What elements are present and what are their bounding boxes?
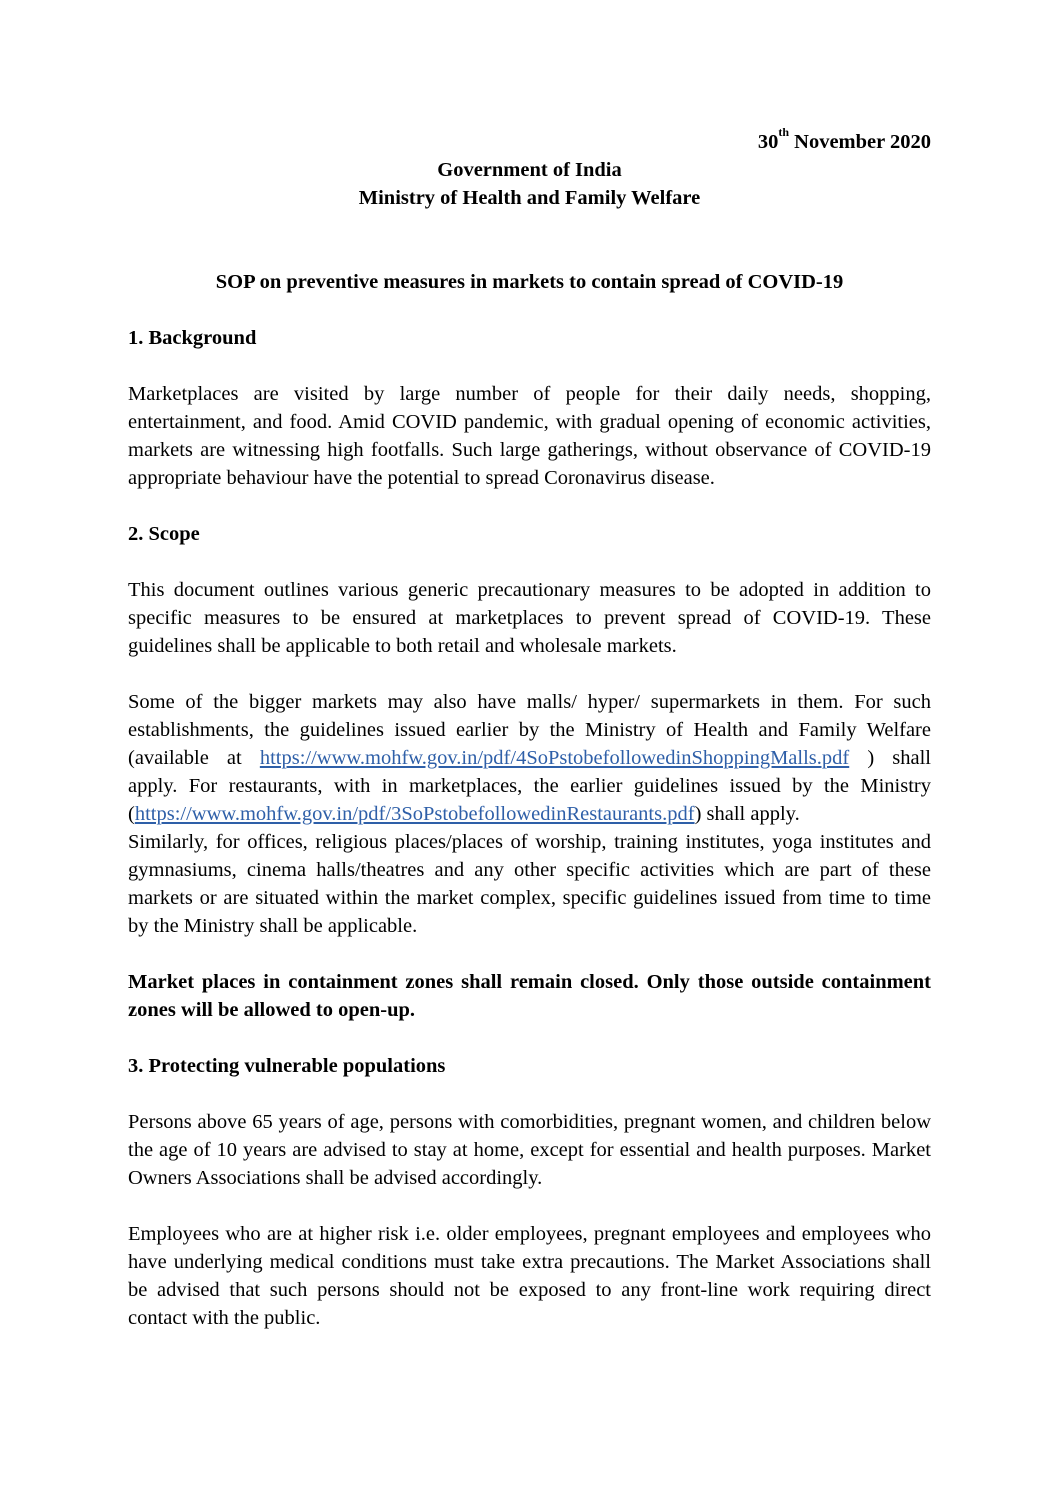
scope-paragraph-2-text-a: Some of the bigger markets may also have malls/ hyper/ supermarkets in them. For such establishments, the guidelines issued earlier by the Ministry of Health and Family Welfare (available at: [128, 691, 931, 769]
scope-paragraph-2-text-c: ) shall apply.: [694, 803, 800, 825]
org-name: Government of India: [437, 159, 622, 181]
document-date: [128, 125, 931, 156]
scope-paragraph-1: This document outlines various generic precautionary measures to be adopted in addition to specific measures to be ensured at marketplaces to prevent spread of COVID-19. These guidelines shall be applicable to both retail and wholesale markets.: [128, 579, 931, 657]
restaurants-sop-link[interactable]: https://www.mohfw.gov.in/pdf/3SoPstobefollowedinRestaurants.pdf: [134, 803, 695, 825]
date-suffix: th: [778, 125, 790, 139]
scope-paragraph-3: Similarly, for offices, religious places/places of worship, training institutes, yoga institutes and gymnasiums, cinema halls/theatres and any other specific activities which are part of these markets or are situated within the market complex, specific guidelines issued from time to time by the Ministry shall be applicable.: [128, 831, 931, 937]
document-page: [128, 125, 931, 1332]
date-day: 30: [757, 131, 779, 153]
document-title: SOP on preventive measures in markets to contain spread of COVID-19: [215, 271, 844, 293]
section-heading-vulnerable: 3. Protecting vulnerable populations: [128, 1055, 446, 1077]
scope-paragraph-2-text-b: ) shall apply. For restaurants, with in marketplaces, the earlier guidelines issued by the Ministry (: [128, 747, 931, 825]
section-heading-background: 1. Background: [128, 327, 257, 349]
shopping-malls-sop-link[interactable]: https://www.mohfw.gov.in/pdf/4SoPstobefollowedinShoppingMalls.pdf: [259, 747, 850, 769]
date-month-year: November 2020: [789, 131, 931, 153]
section-heading-scope: 2. Scope: [128, 523, 200, 545]
background-paragraph: Marketplaces are visited by large number of people for their daily needs, shopping, entertainment, and food. Amid COVID pandemic, with gradual opening of economic activities, markets are witnessing high footfalls. Such large gatherings, without observance of COVID-19 appropriate behaviour have the potential to spread Coronavirus disease.: [128, 383, 931, 489]
vulnerable-paragraph-2: Employees who are at higher risk i.e. older employees, pregnant employees and employees who have underlying medical conditions must take extra precautions. The Market Associations shall be advised that such persons should not be exposed to any front-line work requiring direct contact with the public.: [128, 1223, 931, 1329]
ministry-name: Ministry of Health and Family Welfare: [358, 187, 701, 209]
scope-paragraph-2: [128, 688, 931, 828]
vulnerable-paragraph-1: Persons above 65 years of age, persons with comorbidities, pregnant women, and children below the age of 10 years are advised to stay at home, except for essential and health purposes. Market Owners Associations shall be advised accordingly.: [128, 1111, 931, 1189]
containment-zone-note: Market places in containment zones shall remain closed. Only those outside containment zones will be allowed to open-up.: [128, 971, 931, 1021]
